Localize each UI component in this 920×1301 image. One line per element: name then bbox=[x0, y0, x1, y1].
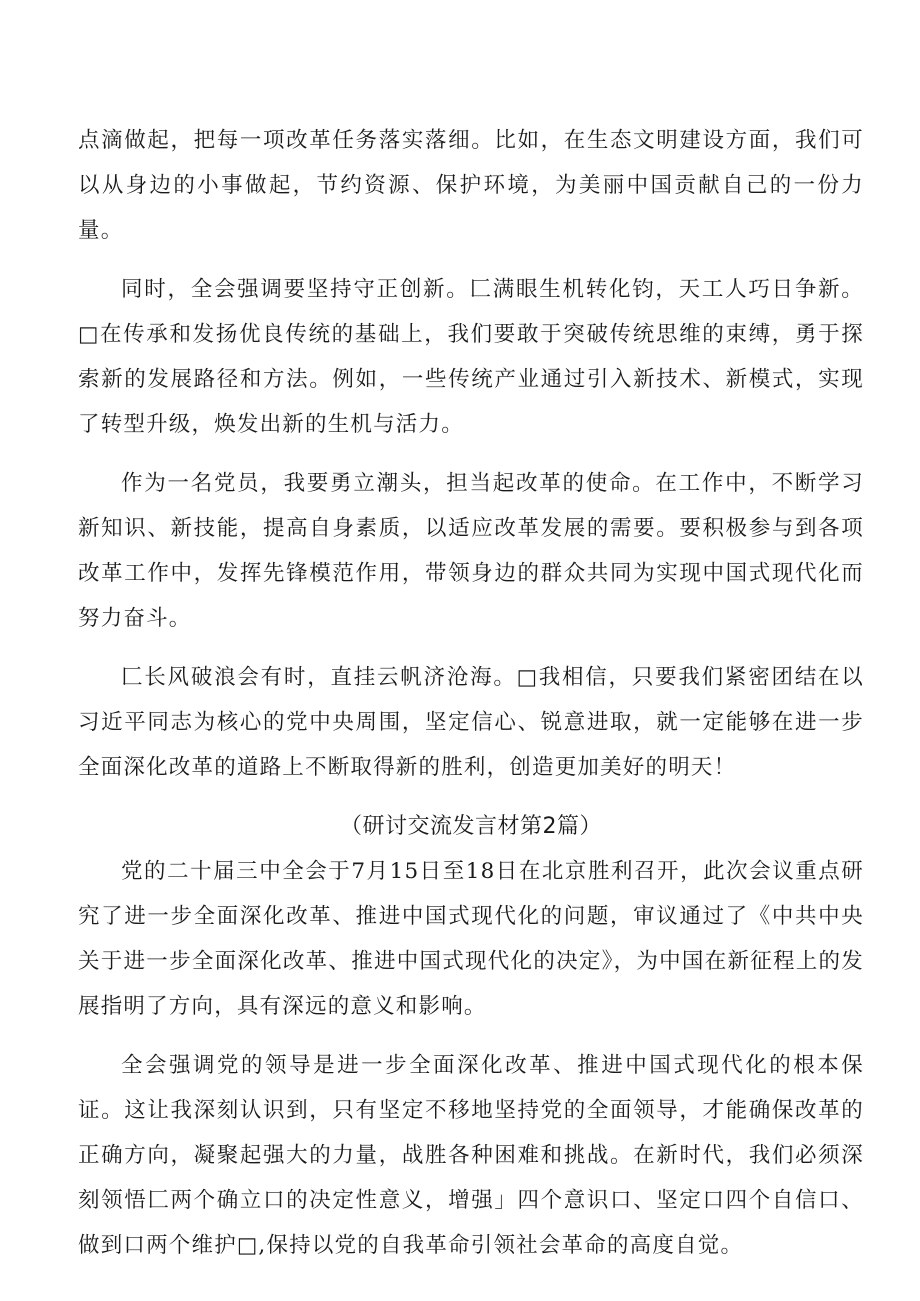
paragraph-spacer bbox=[78, 1029, 864, 1043]
paragraph-continuation: 点滴做起，把每一项改革任务落实落细。比如，在生态文明建设方面，我们可以从身边的小事做起，节约资源、保护环境，为美丽中国贡献自己的一份力量。 bbox=[78, 128, 864, 243]
paragraph-conclusion: 匚长风破浪会有时，直挂云帆济沧海。□我相信，只要我们紧密团结在以习近平同志为核心的党中央周围，坚定信心、锐意进取，就一定能够在进一步全面深化改革的道路上不断取得新的胜利，创造更加美好的明天！ bbox=[78, 665, 864, 780]
paragraph-spacer bbox=[78, 253, 864, 267]
document-page bbox=[78, 118, 864, 1268]
section-heading: （研讨交流发言材第2篇） bbox=[340, 814, 602, 839]
paragraph-spacer bbox=[78, 790, 864, 804]
paragraph-party-member: 作为一名党员，我要勇立潮头，担当起改革的使命。在工作中，不断学习新知识、新技能，提高自身素质，以适应改革发展的需要。要积极参与到各项改革工作中，发挥先锋模范作用，带领身边的群众共同为实现中国式现代化而努力奋斗。 bbox=[78, 471, 864, 631]
paragraph-party-leadership: 全会强调党的领导是进一步全面深化改革、推进中国式现代化的根本保证。这让我深刻认识到，只有坚定不移地坚持党的全面领导，才能确保改革的正确方向，凝聚起强大的力量，战胜各种困难和挑战。在新时代，我们必须深刻领悟匚两个确立口的决定性意义，增强」四个意识口、坚定口四个自信口、做到口两个维护□,保持以党的自我革命引领社会革命的高度自觉。 bbox=[78, 1053, 864, 1258]
paragraph-plenum-intro: 党的二十届三中全会于7月15日至18日在北京胜利召开，此次会议重点研究了进一步全面深化改革、推进中国式现代化的问题，审议通过了《中共中央关于进一步全面深化改革、推进中国式现代化的决定》，为中国在新征程上的发展指明了方向，具有深远的意义和影响。 bbox=[78, 859, 864, 1019]
paragraph-innovation: 同时，全会强调要坚持守正创新。匚满眼生机转化钧，天工人巧日争新。□在传承和发扬优良传统的基础上，我们要敢于突破传统思维的束缚，勇于探索新的发展路径和方法。例如，一些传统产业通过引入新技术、新模式，实现了转型升级，焕发出新的生机与活力。 bbox=[78, 277, 864, 437]
paragraph-spacer bbox=[78, 641, 864, 655]
paragraph-spacer bbox=[78, 447, 864, 461]
